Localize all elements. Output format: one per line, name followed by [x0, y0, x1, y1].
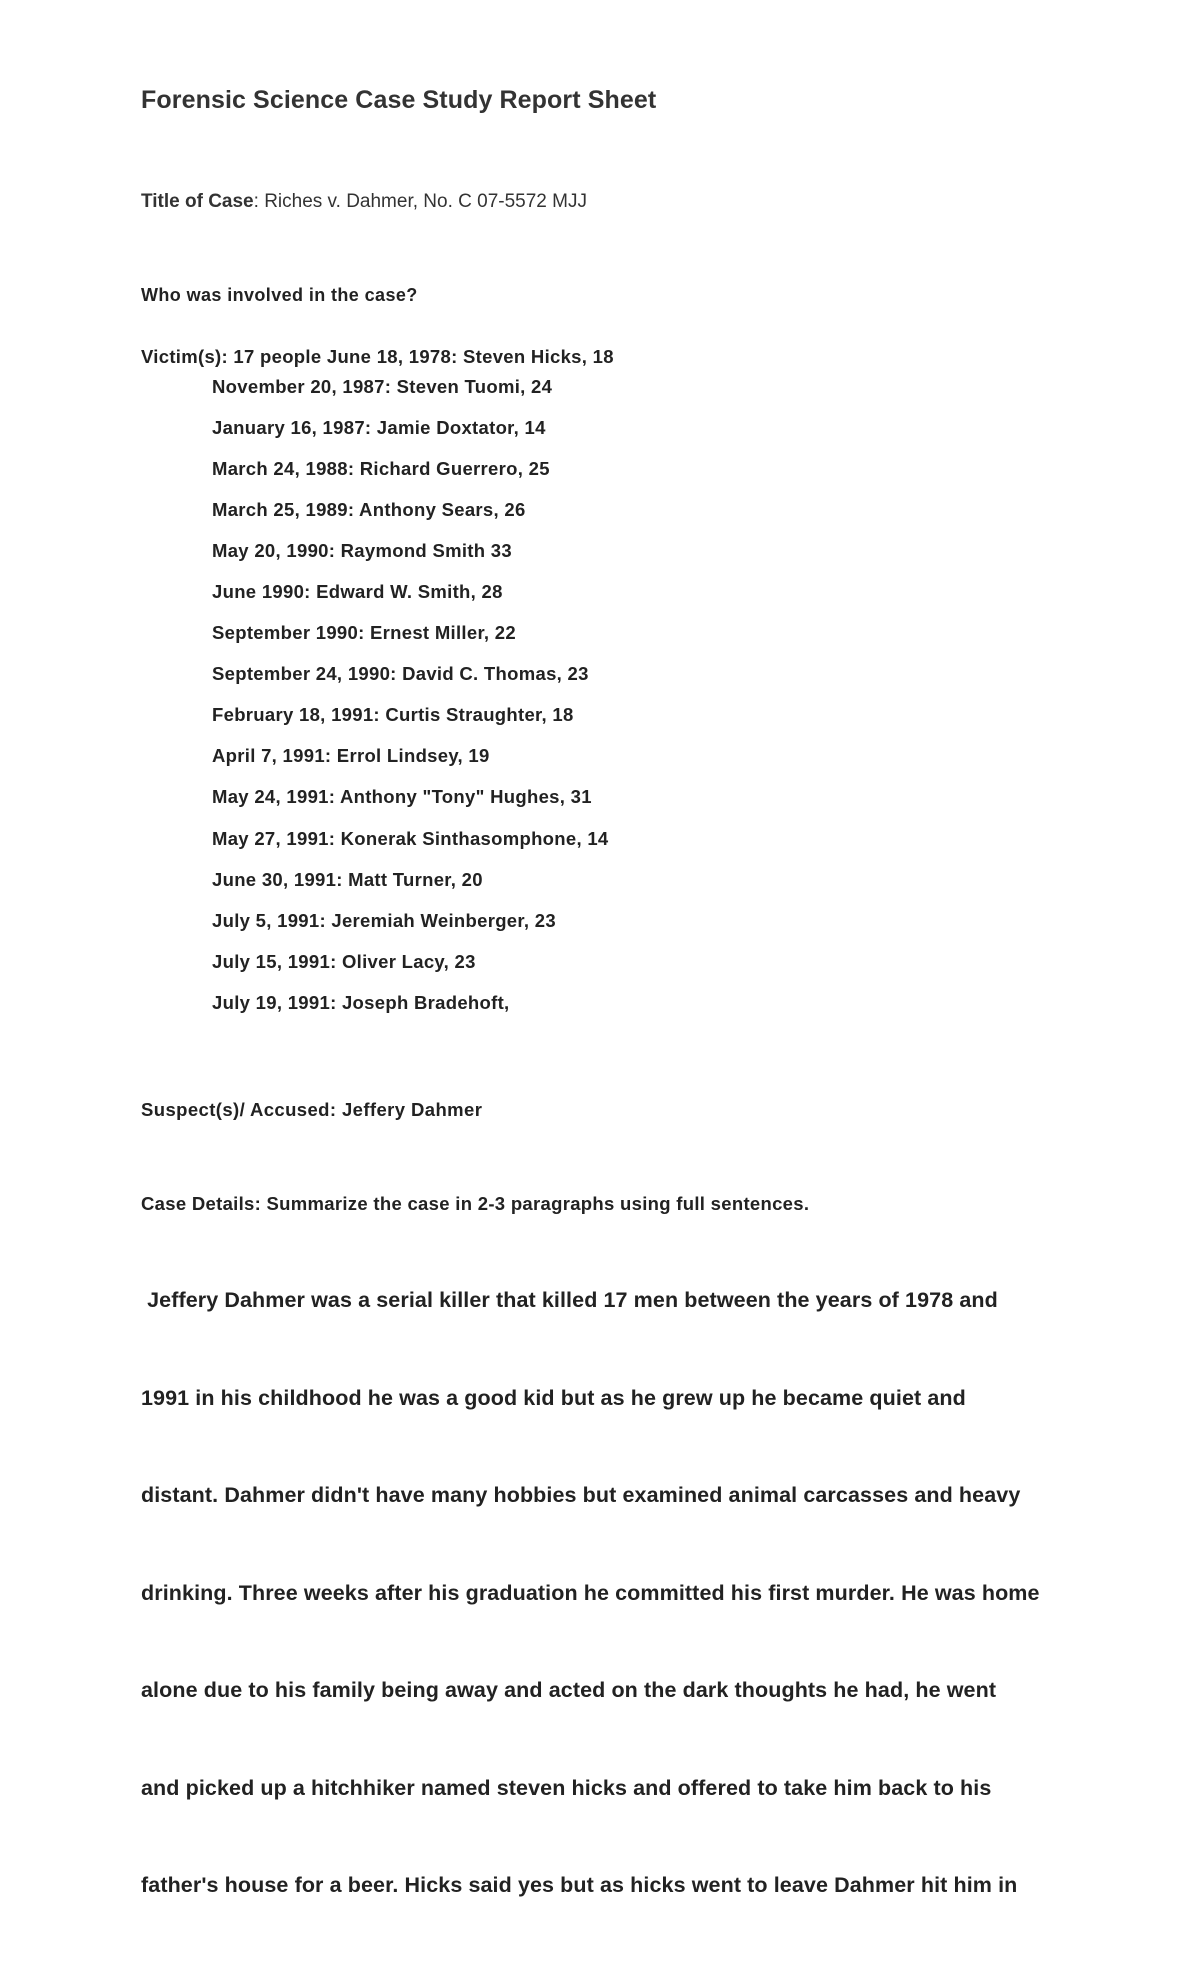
victim-item: January 16, 1987: Jamie Doxtator, 14: [212, 417, 546, 439]
involved-heading: Who was involved in the case?: [141, 285, 418, 305]
victim-item: March 25, 1989: Anthony Sears, 26: [212, 499, 526, 521]
details-line: distant. Dahmer didn't have many hobbies but examined animal carcasses and heavy: [141, 1483, 1021, 1507]
details-line: 1991 in his childhood he was a good kid but as he grew up he became quiet and: [141, 1385, 966, 1410]
victim-item: September 1990: Ernest Miller, 22: [212, 622, 516, 644]
suspect-line: Suspect(s)/ Accused: Jeffery Dahmer: [141, 1099, 483, 1120]
victim-item: May 24, 1991: Anthony "Tony" Hughes, 31: [212, 786, 592, 808]
page-title: Forensic Science Case Study Report Sheet: [141, 86, 657, 114]
details-line: Jeffery Dahmer was a serial killer that killed 17 men between the years of 1978 and: [141, 1288, 998, 1312]
victim-list: [212, 376, 609, 1033]
victim-item: April 7, 1991: Errol Lindsey, 19: [212, 745, 490, 767]
victim-item: May 20, 1990: Raymond Smith 33: [212, 540, 512, 562]
victim-item: February 18, 1991: Curtis Straughter, 18: [212, 704, 574, 726]
case-title-label: Title of Case: [141, 191, 254, 212]
details-line: and picked up a hitchhiker named steven hicks and offered to take him back to his: [141, 1775, 992, 1800]
victim-item: July 5, 1991: Jeremiah Weinberger, 23: [212, 909, 556, 931]
victim-item: July 19, 1991: Joseph Bradehoft,: [212, 991, 510, 1013]
details-line: father's house for a beer. Hicks said yes but as hicks went to leave Dahmer hit him in: [141, 1873, 1018, 1897]
victim-item: July 15, 1991: Oliver Lacy, 23: [212, 950, 476, 972]
case-title-value: : Riches v. Dahmer, No. C 07-5572 MJJ: [253, 191, 587, 212]
victim-item: June 1990: Edward W. Smith, 28: [212, 581, 503, 603]
case-details-heading: Case Details: Summarize the case in 2-3 paragraphs using full sentences.: [141, 1193, 810, 1214]
victim-item: May 27, 1991: Konerak Sinthasomphone, 14: [212, 827, 609, 849]
case-title-line: [141, 191, 587, 213]
victim-item: September 24, 1990: David C. Thomas, 23: [212, 663, 589, 685]
victim-item: November 20, 1987: Steven Tuomi, 24: [212, 376, 553, 397]
victim-item: March 24, 1988: Richard Guerrero, 25: [212, 458, 550, 480]
case-details-body: [141, 1219, 1131, 1967]
victims-first-line: Victim(s): 17 people June 18, 1978: Steven Hicks, 18: [141, 346, 614, 367]
details-line: alone due to his family being away and acted on the dark thoughts he had, he went: [141, 1678, 997, 1702]
victim-item: June 30, 1991: Matt Turner, 20: [212, 868, 483, 890]
details-line: drinking. Three weeks after his graduation he committed his first murder. He was home: [141, 1580, 1040, 1605]
